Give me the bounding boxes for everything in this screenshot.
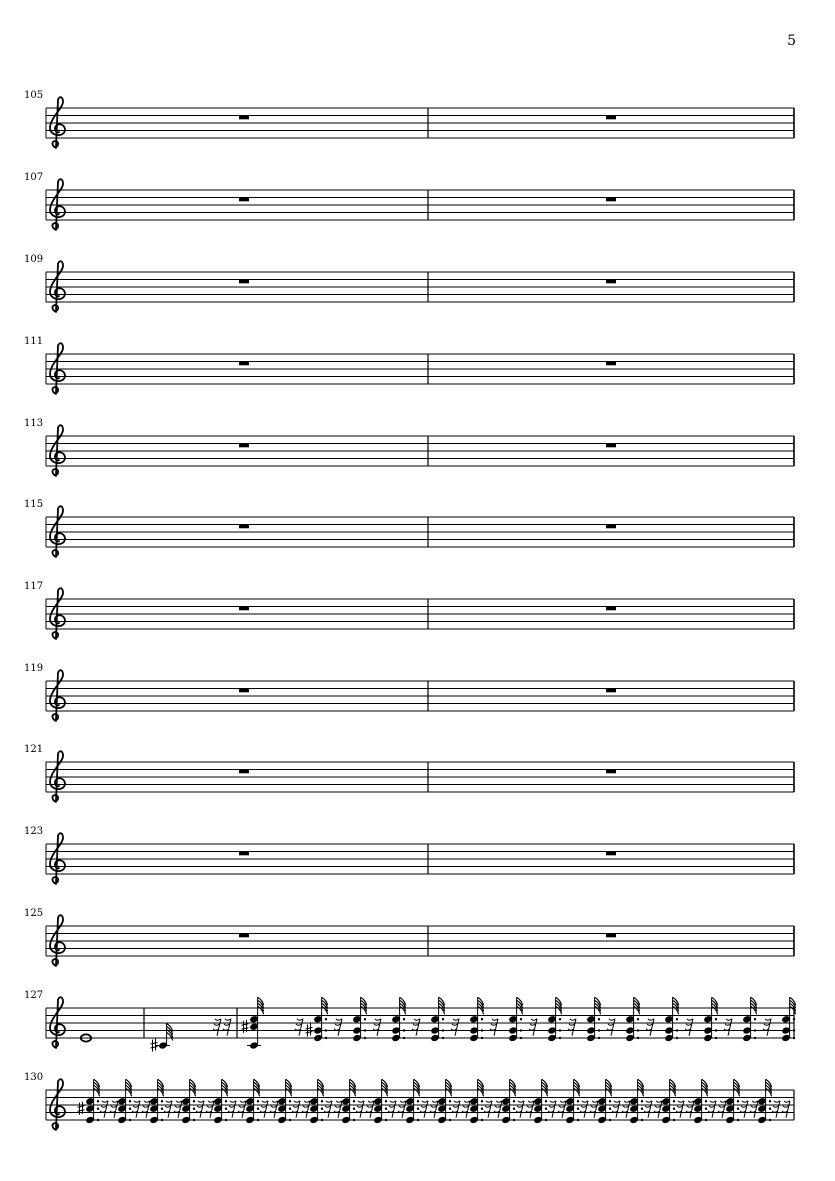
augmentation-dot: [559, 1037, 561, 1039]
whole-rest-icon: [606, 934, 616, 938]
measure-number: 125: [24, 908, 44, 919]
staff-system: [24, 499, 794, 557]
measure-number: 113: [24, 418, 44, 429]
rest-icon: [100, 1101, 108, 1118]
augmentation-dot: [403, 1029, 405, 1031]
augmentation-dot: [321, 1108, 323, 1110]
augmentation-dot: [676, 1018, 678, 1020]
whole-rest-icon: [606, 198, 616, 202]
augmentation-dot: [513, 1119, 515, 1121]
staff-system: [24, 90, 794, 148]
rest-icon: [174, 1101, 182, 1118]
augmentation-dot: [598, 1037, 600, 1039]
augmentation-dot: [641, 1108, 643, 1110]
augmentation-dot: [545, 1100, 547, 1102]
augmentation-dot: [609, 1100, 611, 1102]
augmentation-dot: [403, 1037, 405, 1039]
whole-rest-icon: [239, 280, 249, 284]
rest-icon: [558, 1101, 566, 1118]
rest-icon: [260, 1101, 268, 1118]
augmentation-dot: [442, 1029, 444, 1031]
augmentation-dot: [353, 1108, 355, 1110]
augmentation-dot: [769, 1108, 771, 1110]
augmentation-dot: [545, 1108, 547, 1110]
whole-rest-icon: [606, 525, 616, 529]
whole-rest-icon: [239, 934, 249, 938]
rest-icon: [110, 1101, 118, 1118]
augmentation-dot: [321, 1119, 323, 1121]
augmentation-dot: [481, 1100, 483, 1102]
augmentation-dot: [325, 1029, 327, 1031]
rest-icon: [196, 1101, 204, 1118]
rest-icon: [295, 1019, 303, 1036]
rest-icon: [782, 1101, 790, 1118]
rest-icon: [228, 1101, 236, 1118]
rest-icon: [388, 1101, 396, 1118]
augmentation-dot: [520, 1037, 522, 1039]
whole-rest-icon: [239, 362, 249, 366]
augmentation-dot: [513, 1108, 515, 1110]
augmentation-dot: [559, 1018, 561, 1020]
rest-icon: [494, 1101, 502, 1118]
rest-icon: [132, 1101, 140, 1118]
rest-icon: [324, 1101, 332, 1118]
augmentation-dot: [449, 1100, 451, 1102]
whole-rest-icon: [606, 116, 616, 120]
whole-rest-icon: [606, 280, 616, 284]
augmentation-dot: [598, 1018, 600, 1020]
augmentation-dot: [417, 1108, 419, 1110]
augmentation-dot: [225, 1100, 227, 1102]
rest-icon: [718, 1101, 726, 1118]
augmentation-dot: [559, 1029, 561, 1031]
augmentation-dot: [481, 1108, 483, 1110]
augmentation-dot: [520, 1018, 522, 1020]
rest-icon: [685, 1019, 693, 1036]
augmentation-dot: [641, 1100, 643, 1102]
augmentation-dot: [364, 1029, 366, 1031]
augmentation-dot: [754, 1029, 756, 1031]
rest-icon: [270, 1101, 278, 1118]
rest-icon: [302, 1101, 310, 1118]
rest-icon: [356, 1101, 364, 1118]
whole-rest-icon: [239, 116, 249, 120]
augmentation-dot: [289, 1108, 291, 1110]
whole-rest-icon: [239, 198, 249, 202]
augmentation-dot: [754, 1018, 756, 1020]
augmentation-dot: [385, 1108, 387, 1110]
staff-system: [24, 908, 794, 966]
augmentation-dot: [545, 1119, 547, 1121]
whole-rest-icon: [239, 525, 249, 529]
augmentation-dot: [673, 1108, 675, 1110]
staff-system: [24, 1072, 794, 1130]
rest-icon: [420, 1101, 428, 1118]
staff-system: [24, 663, 794, 721]
measure-number: 121: [24, 744, 44, 755]
augmentation-dot: [673, 1100, 675, 1102]
augmentation-dot: [481, 1029, 483, 1031]
rest-icon: [366, 1101, 374, 1118]
rest-icon: [607, 1019, 615, 1036]
measure-number: 109: [24, 254, 44, 265]
augmentation-dot: [754, 1037, 756, 1039]
measure-number: 117: [24, 581, 44, 592]
rest-icon: [654, 1101, 662, 1118]
augmentation-dot: [676, 1029, 678, 1031]
rest-icon: [676, 1101, 684, 1118]
augmentation-dot: [353, 1119, 355, 1121]
augmentation-dot: [598, 1029, 600, 1031]
rest-icon: [490, 1019, 498, 1036]
measure-number: 119: [24, 663, 44, 674]
rest-icon: [398, 1101, 406, 1118]
measure-number: 111: [24, 336, 44, 347]
whole-rest-icon: [606, 770, 616, 774]
augmentation-dot: [705, 1100, 707, 1102]
augmentation-dot: [481, 1119, 483, 1121]
rest-icon: [763, 1019, 771, 1036]
staff-system: [24, 581, 794, 639]
augmentation-dot: [325, 1018, 327, 1020]
augmentation-dot: [715, 1029, 717, 1031]
rest-icon: [462, 1101, 470, 1118]
augmentation-dot: [129, 1100, 131, 1102]
augmentation-dot: [257, 1119, 259, 1121]
augmentation-dot: [97, 1119, 99, 1121]
augmentation-dot: [737, 1100, 739, 1102]
augmentation-dot: [520, 1029, 522, 1031]
augmentation-dot: [193, 1108, 195, 1110]
augmentation-dot: [225, 1108, 227, 1110]
augmentation-dot: [577, 1108, 579, 1110]
augmentation-dot: [385, 1100, 387, 1102]
augmentation-dot: [442, 1018, 444, 1020]
whole-rest-icon: [606, 444, 616, 448]
whole-rest-icon: [606, 689, 616, 693]
augmentation-dot: [161, 1119, 163, 1121]
rest-icon: [644, 1101, 652, 1118]
whole-rest-icon: [239, 689, 249, 693]
rest-icon: [451, 1019, 459, 1036]
rest-icon: [526, 1101, 534, 1118]
rest-icon: [568, 1019, 576, 1036]
augmentation-dot: [637, 1029, 639, 1031]
whole-rest-icon: [239, 770, 249, 774]
rest-icon: [590, 1101, 598, 1118]
rest-icon: [516, 1101, 524, 1118]
whole-rest-icon: [239, 607, 249, 611]
rest-icon: [206, 1101, 214, 1118]
augmentation-dot: [609, 1119, 611, 1121]
rest-icon: [334, 1101, 342, 1118]
rest-icon: [142, 1101, 150, 1118]
whole-rest-icon: [606, 607, 616, 611]
augmentation-dot: [442, 1037, 444, 1039]
augmentation-dot: [289, 1119, 291, 1121]
rest-icon: [412, 1019, 420, 1036]
measure-number: 130: [24, 1072, 44, 1083]
augmentation-dot: [193, 1100, 195, 1102]
measure-number: 123: [24, 826, 44, 837]
rest-icon: [646, 1019, 654, 1036]
measure-number: 105: [24, 90, 44, 101]
rest-icon: [708, 1101, 716, 1118]
rest-icon: [238, 1101, 246, 1118]
augmentation-dot: [321, 1100, 323, 1102]
augmentation-dot: [289, 1100, 291, 1102]
staff-system: [24, 826, 794, 884]
augmentation-dot: [737, 1119, 739, 1121]
augmentation-dot: [385, 1119, 387, 1121]
augmentation-dot: [417, 1119, 419, 1121]
augmentation-dot: [481, 1037, 483, 1039]
rest-icon: [548, 1101, 556, 1118]
augmentation-dot: [97, 1108, 99, 1110]
augmentation-dot: [673, 1119, 675, 1121]
rest-icon: [724, 1019, 732, 1036]
augmentation-dot: [637, 1037, 639, 1039]
augmentation-dot: [129, 1119, 131, 1121]
augmentation-dot: [641, 1119, 643, 1121]
whole-rest-icon: [239, 852, 249, 856]
staff-system: [24, 990, 796, 1052]
rest-icon: [612, 1101, 620, 1118]
rest-icon: [529, 1019, 537, 1036]
augmentation-dot: [449, 1108, 451, 1110]
staff-system: [24, 418, 794, 476]
rest-icon: [373, 1019, 381, 1036]
augmentation-dot: [769, 1100, 771, 1102]
augmentation-dot: [513, 1100, 515, 1102]
whole-rest-icon: [606, 362, 616, 366]
augmentation-dot: [129, 1108, 131, 1110]
augmentation-dot: [715, 1018, 717, 1020]
rest-icon: [164, 1101, 172, 1118]
augmentation-dot: [417, 1100, 419, 1102]
augmentation-dot: [257, 1100, 259, 1102]
augmentation-dot: [705, 1108, 707, 1110]
augmentation-dot: [609, 1108, 611, 1110]
rest-icon: [452, 1101, 460, 1118]
page-number: 5: [787, 33, 796, 49]
augmentation-dot: [705, 1119, 707, 1121]
sharp-icon: [306, 1024, 313, 1037]
staff-system: [24, 336, 794, 394]
augmentation-dot: [737, 1108, 739, 1110]
augmentation-dot: [481, 1018, 483, 1020]
staff-system: [24, 254, 794, 312]
measure-number: 127: [24, 990, 44, 1001]
augmentation-dot: [225, 1119, 227, 1121]
augmentation-dot: [403, 1018, 405, 1020]
rest-icon: [580, 1101, 588, 1118]
augmentation-dot: [325, 1037, 327, 1039]
augmentation-dot: [161, 1100, 163, 1102]
augmentation-dot: [577, 1100, 579, 1102]
augmentation-dot: [353, 1100, 355, 1102]
augmentation-dot: [449, 1119, 451, 1121]
rest-icon: [484, 1101, 492, 1118]
rest-icon: [750, 1101, 758, 1118]
augmentation-dot: [161, 1108, 163, 1110]
staff-system: [24, 744, 794, 802]
augmentation-dot: [577, 1119, 579, 1121]
augmentation-dot: [97, 1100, 99, 1102]
augmentation-dot: [715, 1037, 717, 1039]
whole-rest-icon: [606, 852, 616, 856]
whole-rest-icon: [239, 444, 249, 448]
augmentation-dot: [364, 1018, 366, 1020]
augmentation-dot: [257, 1108, 259, 1110]
augmentation-dot: [193, 1119, 195, 1121]
rest-icon: [772, 1101, 780, 1118]
rest-icon: [622, 1101, 630, 1118]
rest-icon: [334, 1019, 342, 1036]
augmentation-dot: [364, 1037, 366, 1039]
rest-icon: [292, 1101, 300, 1118]
rest-icon: [213, 1019, 221, 1036]
measure-number: 107: [24, 172, 44, 183]
rest-icon: [686, 1101, 694, 1118]
augmentation-dot: [769, 1119, 771, 1121]
augmentation-dot: [637, 1018, 639, 1020]
augmentation-dot: [676, 1037, 678, 1039]
rest-icon: [223, 1019, 231, 1036]
rest-icon: [740, 1101, 748, 1118]
measure-number: 115: [24, 499, 44, 510]
rest-icon: [430, 1101, 438, 1118]
staff-system: [24, 172, 794, 230]
